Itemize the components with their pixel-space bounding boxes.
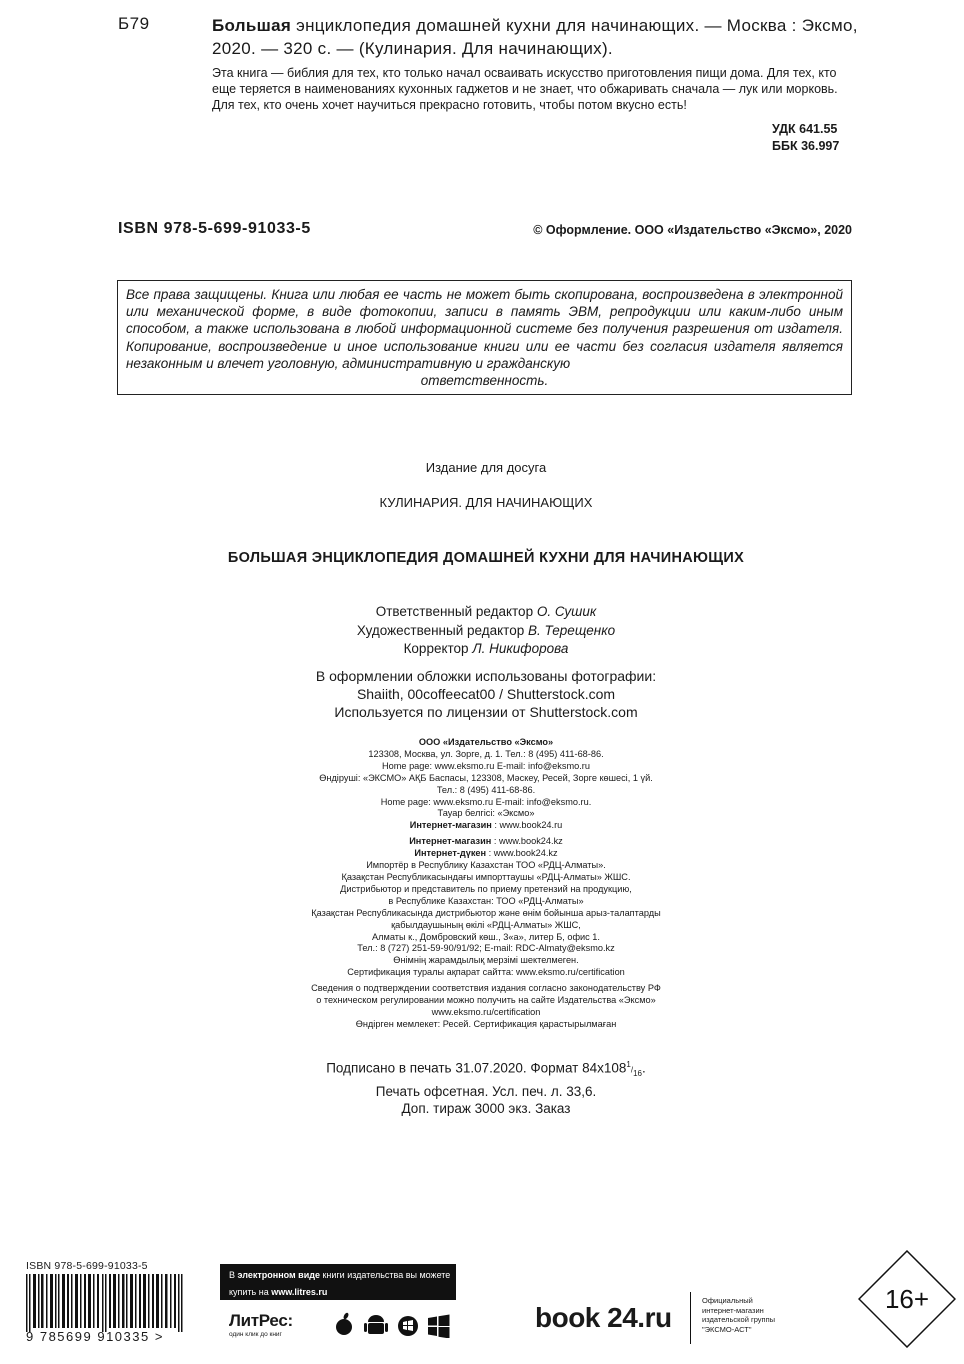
book-title-bold: Большая — [212, 16, 292, 35]
litres-logo: ЛитРес: — [229, 1311, 293, 1330]
barcode-isbn: ISBN 978-5-699-91033-5 — [26, 1260, 148, 1272]
imprint-line: Сертификация туралы ақпарат сайтта: www.eksmo.ru/certification — [347, 967, 625, 978]
imprint-line: Өндіруші: «ЭКСМО» АҚБ Баспасы, 123308, Мәскеу, Ресей, Зорге көшесі, 1 үй. — [319, 772, 653, 783]
edition-type: Издание для досуга — [425, 460, 547, 475]
book-annotation: Эта книга — библия для тех, кто только начал осваивать искусство приготовления пищи дома. Для тех, кто еще теряется в наименованиях кухонных гаджетов и не знает, что обжаривать сначала — лук или морковь. Для тех, кто очень хочет научиться прекрасно готовить, чтобы потом вкусно есть! — [212, 66, 838, 112]
imprint-line: Импортёр в Республику Казахстан ТОО «РДЦ-Алматы». — [366, 860, 606, 871]
copyright-notice: © Оформление. ООО «Издательство «Эксмо», 2020 — [533, 223, 852, 237]
rights-text: Все права защищены. Книга или любая ее часть не может быть скопирована, воспроизведена в электронной или механической форме, в виде фотокопии, записи в память ЭВМ, репродукции или каким-либо иным способом, а также использована в любой информационной системе без получения разрешения от издателя. Копирование, воспроизведение и иное использование книги или ее части без согласия издателя является незаконным и влечет уголовную, административную и гражданскую — [126, 287, 843, 371]
imprint-line: Home page: www.eksmo.ru E-mail: info@eksmo.ru. — [380, 796, 592, 807]
imprint-line: Өндірген мемлекет: Ресей. Сертификация қарастырылмаған — [355, 1018, 617, 1029]
apple-icon — [336, 1312, 352, 1335]
imprint-line: Тел.: 8 (495) 411-68-86. — [436, 784, 536, 795]
series-name: КУЛИНАРИЯ. ДЛЯ НАЧИНАЮЩИХ — [379, 495, 593, 510]
printing-details — [0, 1056, 964, 1118]
litres-tagline: один клик до книг — [229, 1331, 282, 1338]
online-shop-kz: Интернет-магазин : www.book24.kz — [409, 836, 563, 847]
imprint-line: Дистрибьютор и представитель по приему претензий на продукцию, — [340, 883, 632, 894]
imprint-line: Home page: www.eksmo.ru E-mail: info@eksmo.ru — [382, 760, 590, 771]
imprint-line: Қазақстан Республикасындағы импорттаушы «РДЦ-Алматы» ЖШС. — [341, 871, 631, 882]
bbk-code: ББК 36.997 — [772, 139, 840, 153]
rights-reserved-box — [117, 280, 852, 395]
book24-description: Официальный интернет-магазин издательской группы "ЭКСМО-АСТ" — [702, 1296, 776, 1334]
credit-proofreader: Корректор Л. Никифорова — [403, 641, 569, 656]
imprint-line: Тел.: 8 (727) 251-59-90/91/92; E-mail: RDC-Almaty@eksmo.kz — [357, 943, 615, 954]
imprint-line: қабылдаушының өкілі «РДЦ-Алматы» ЖШС, — [391, 919, 581, 930]
imprint-line: Қазақстан Республикасында дистрибьютор және өнім бойынша арыз-талаптарды — [311, 907, 661, 918]
divider — [690, 1292, 691, 1344]
print-run: Доп. тираж 3000 экз. Заказ — [401, 1101, 571, 1117]
bibliographic-text: энциклопедия домашней кухни для начинающих. — Москва : Эксмо, 2020. — 320 с. — (Кулинария. Для начинающих). — [212, 16, 858, 58]
publisher-name: ООО «Издательство «Эксмо» — [418, 737, 554, 747]
credits — [0, 603, 964, 659]
litres-banner-url: купить на www.litres.ru — [229, 1287, 328, 1297]
publisher-imprint — [0, 737, 964, 1031]
photo-credit-line: В оформлении обложки использованы фотографии: — [315, 668, 657, 684]
imprint-line: Тауар белгісі: «Эксмо» — [437, 808, 535, 819]
imprint-line: Алматы к., Домбровский көш., 3«а», литер Б, офис 1. — [372, 931, 600, 942]
print-signed: Подписано в печать 31.07.2020. Формат $84x108^1/_{16}$. — [326, 1060, 646, 1079]
print-type: Печать офсетная. Усл. печ. л. 33,6. — [375, 1083, 597, 1099]
imprint-line: в Республике Казахстан: ТОО «РДЦ-Алматы» — [388, 895, 584, 906]
imprint-line: Сведения о подтверждении соответствия издания согласно законодательству РФ — [311, 983, 661, 994]
catalog-code: Б79 — [118, 14, 150, 33]
book24-logo: book 24.ru — [535, 1302, 672, 1333]
photo-credit-line: Используется по лицензии от Shutterstock.com — [334, 704, 638, 720]
credit-art-editor: Художественный редактор В. Терещенко — [356, 622, 616, 638]
android-icon — [364, 1315, 388, 1334]
credit-editor: Ответственный редактор О. Сушик — [375, 604, 597, 619]
imprint-line: о техническом регулировании можно получить на сайте Издательства «Эксмо» — [316, 995, 656, 1006]
classification-codes — [772, 121, 852, 155]
online-shop-ru: Интернет-магазин : www.book24.ru — [409, 820, 563, 831]
online-shop-kz-kazakh: Интернет-дүкен : www.book24.kz — [414, 848, 558, 859]
barcode-number: 9 785699 910335 > — [26, 1329, 164, 1344]
age-rating-text: 16+ — [884, 1284, 930, 1314]
isbn-number: ISBN 978-5-699-91033-5 — [118, 220, 311, 237]
bibliographic-record — [212, 14, 862, 60]
app-store-icons — [334, 1312, 454, 1338]
rights-last-line: ответственность. — [420, 373, 549, 389]
litres-banner-text: В электронном виде книги издательства вы можете — [229, 1270, 451, 1280]
windows-phone-icon — [398, 1316, 418, 1336]
age-rating-badge — [858, 1250, 956, 1348]
imprint-line: www.eksmo.ru/certification — [431, 1006, 541, 1017]
book-title: БОЛЬШАЯ ЭНЦИКЛОПЕДИЯ ДОМАШНЕЙ КУХНИ ДЛЯ НАЧИНАЮЩИХ — [227, 550, 745, 566]
udk-code: УДК 641.55 — [772, 122, 838, 136]
photo-credits — [0, 667, 964, 721]
windows-icon — [428, 1315, 450, 1339]
imprint-line: 123308, Москва, ул. Зорге, д. 1. Тел.: 8 (495) 411-68-86. — [368, 748, 604, 759]
photo-credit-line: Shaiith, 00coffeecat00 / Shutterstock.com — [356, 686, 616, 702]
barcode-icon — [26, 1274, 183, 1332]
imprint-line: Өнімнің жарамдылық мерзімі шектелмеген. — [393, 955, 579, 966]
